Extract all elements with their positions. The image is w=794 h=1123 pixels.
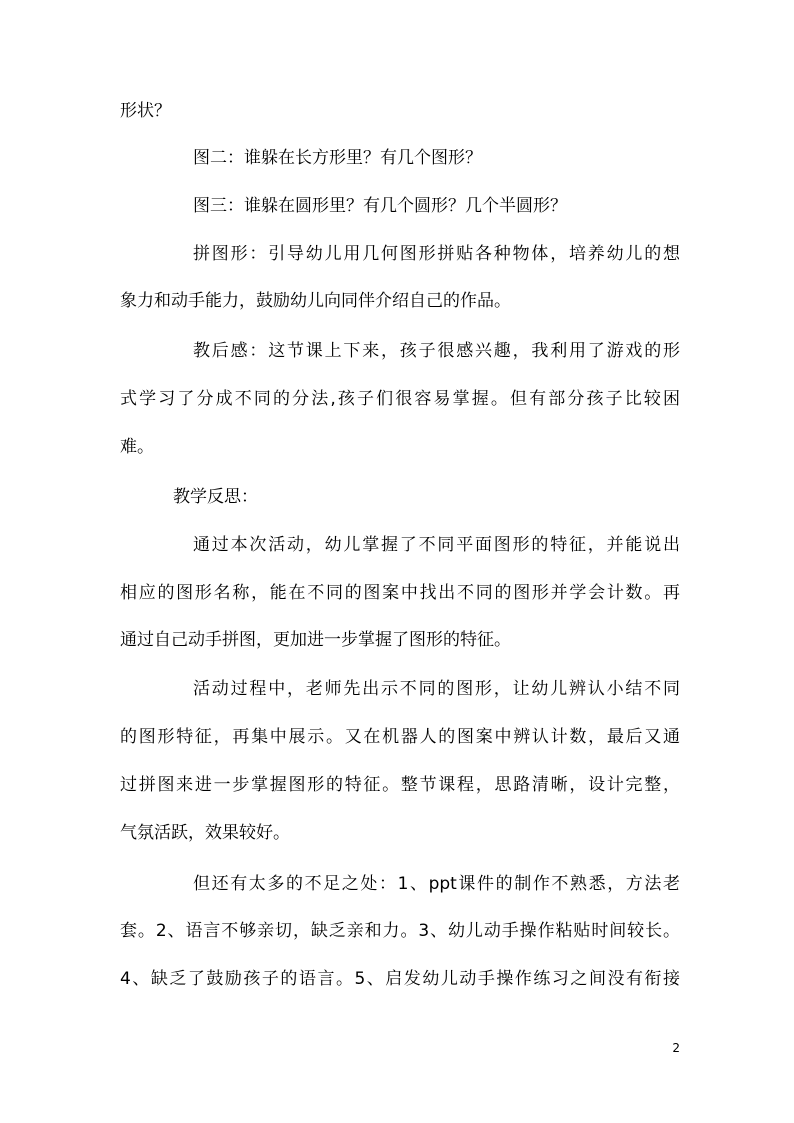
paragraph-line: 气氛活跃，效果较好。 [120,823,290,843]
section-heading: 教学反思： [173,487,258,507]
paragraph-line: 4、缺乏了鼓励孩子的语言。5、启发幼儿动手操作练习之间没有衔接 [120,969,680,989]
paragraph-line: 拼图形：引导幼儿用几何图形拼贴各种物体，培养幼儿的想 [193,244,680,264]
paragraph-line: 形状？ [120,101,171,121]
paragraph-line: 的图形特征，再集中展示。又在机器人的图案中辨认计数，最后又通 [120,727,680,747]
paragraph-line: 通过本次活动，幼儿掌握了不同平面图形的特征，并能说出 [193,535,680,555]
page-number: 2 [672,1041,680,1055]
paragraph-line: 教后感：这节课上下来，孩子很感兴趣，我利用了游戏的形 [193,341,680,361]
paragraph-line: 难。 [120,437,154,457]
paragraph-line: 图三：谁躲在圆形里？有几个圆形？几个半圆形？ [193,196,567,216]
paragraph-line: 相应的图形名称，能在不同的图案中找出不同的图形并学会计数。再 [120,583,680,603]
paragraph-line: 过拼图来进一步掌握图形的特征。整节课程，思路清晰，设计完整， [120,775,680,795]
paragraph-line: 但还有太多的不足之处：1、ppt课件的制作不熟悉，方法老 [193,874,680,894]
paragraph-line: 套。2、语言不够亲切，缺乏亲和力。3、幼儿动手操作粘贴时间较长。 [120,921,680,941]
paragraph-line: 活动过程中，老师先出示不同的图形，让幼儿辨认小结不同 [193,679,680,699]
paragraph-line: 通过自己动手拼图，更加进一步掌握了图形的特征。 [120,630,511,650]
paragraph-line: 图二：谁躲在长方形里？有几个图形？ [193,148,482,168]
paragraph-line: 象力和动手能力，鼓励幼儿向同伴介绍自己的作品。 [120,291,511,311]
paragraph-line: 式学习了分成不同的分法,孩子们很容易掌握。但有部分孩子比较困 [120,389,680,409]
